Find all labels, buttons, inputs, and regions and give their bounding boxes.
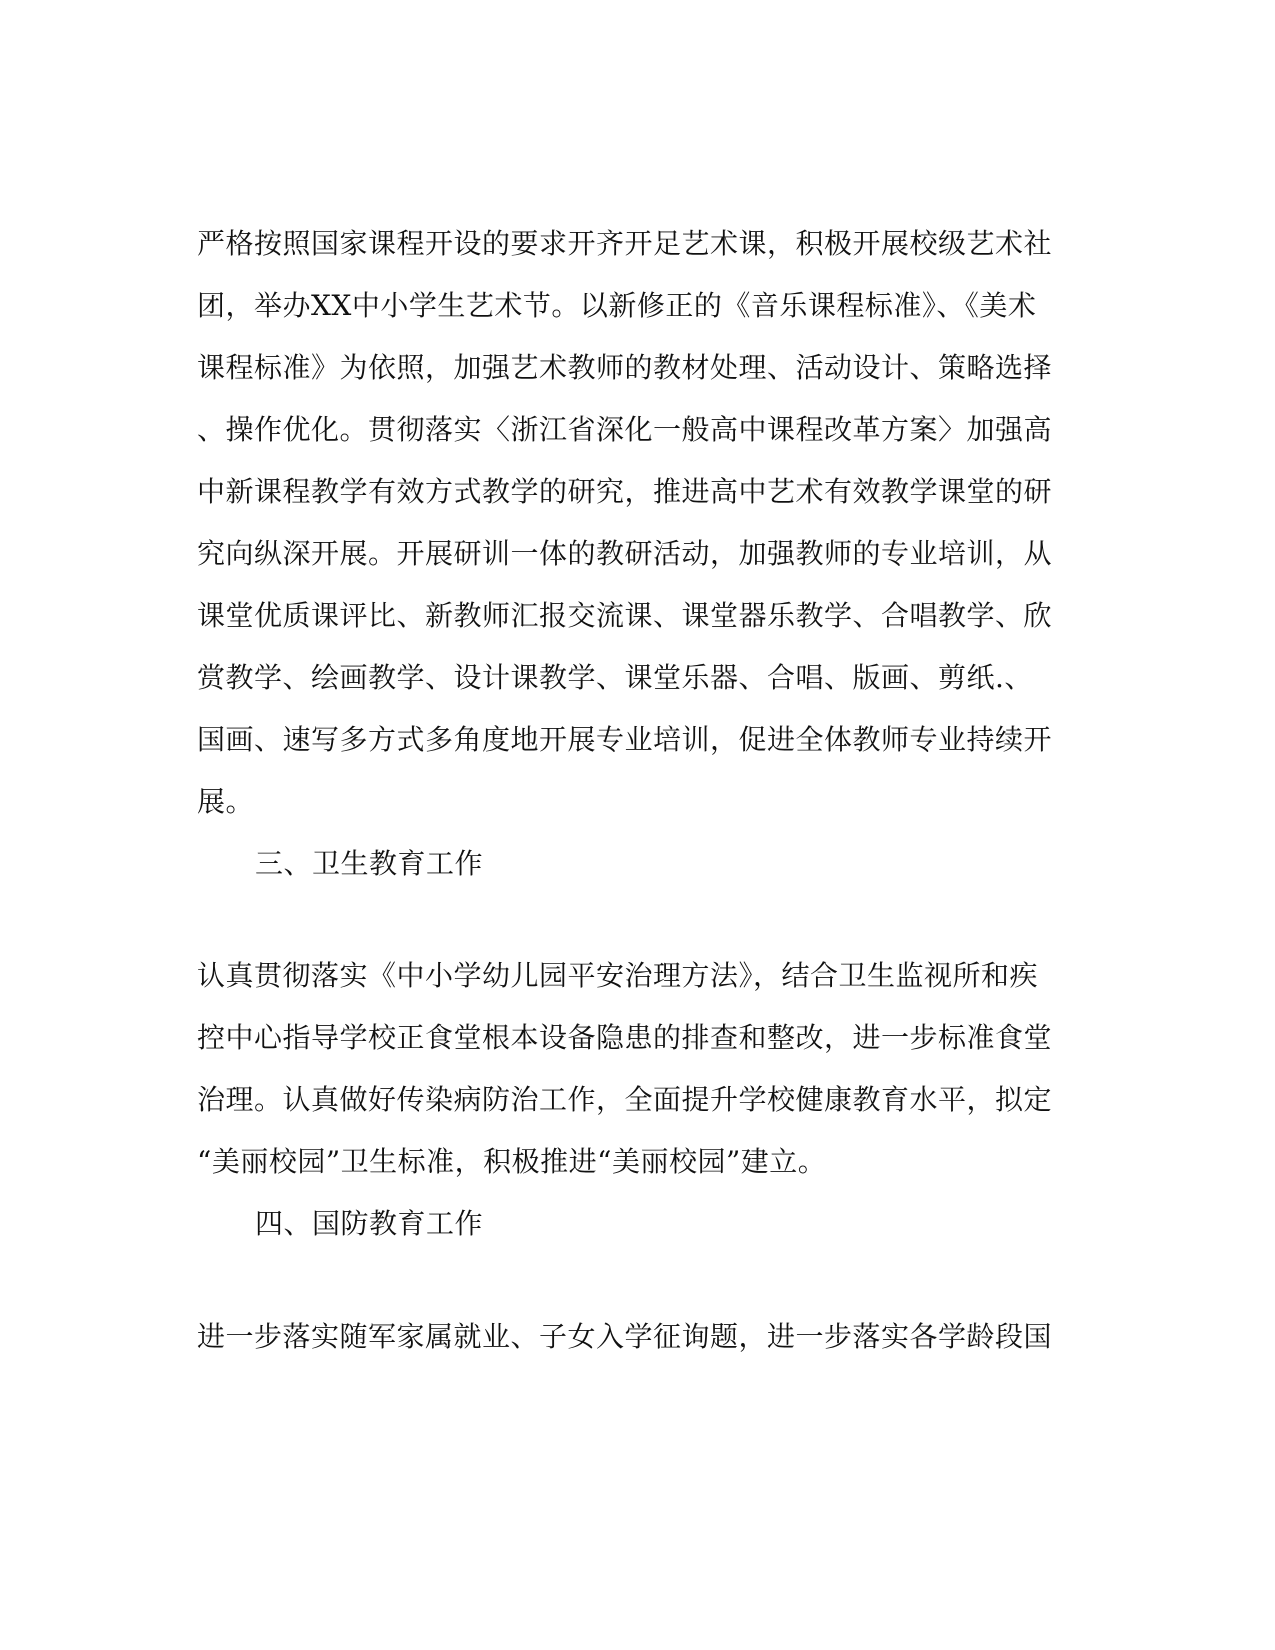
paragraph-line: 中新课程教学有效方式教学的研究，推进高中艺术有效教学课堂的研	[197, 475, 1053, 508]
paragraph-line: 国画、速写多方式多角度地开展专业培训，促进全体教师专业持续开	[197, 723, 1053, 756]
paragraph-line: 团，举办XX中小学生艺术节。以新修正的《音乐课程标准》、《美术	[197, 289, 1037, 322]
section-heading-health: 三、卫生教育工作	[255, 847, 484, 880]
paragraph-line: 课堂优质课评比、新教师汇报交流课、课堂器乐教学、合唱教学、欣	[197, 599, 1053, 632]
paragraph-line: 严格按照国家课程开设的要求开齐开足艺术课，积极开展校级艺术社	[197, 227, 1053, 260]
section-heading-defense: 四、国防教育工作	[255, 1207, 484, 1240]
paragraph-line: 究向纵深开展。开展研训一体的教研活动，加强教师的专业培训，从	[197, 537, 1053, 570]
paragraph-line: 赏教学、绘画教学、设计课教学、课堂乐器、合唱、版画、剪纸.、	[197, 661, 1033, 694]
paragraph-line: 治理。认真做好传染病防治工作，全面提升学校健康教育水平，拟定	[197, 1083, 1053, 1116]
paragraph-line: 进一步落实随军家属就业、子女入学征询题，进一步落实各学龄段国	[197, 1320, 1053, 1353]
paragraph-line: 、操作优化。贯彻落实〈浙江省深化一般高中课程改革方案〉加强高	[197, 413, 1053, 446]
paragraph-line: 控中心指导学校正食堂根本设备隐患的排查和整改，进一步标准食堂	[197, 1021, 1053, 1054]
paragraph-line: 展。	[197, 785, 255, 818]
paragraph-line: 认真贯彻落实《中小学幼儿园平安治理方法》，结合卫生监视所和疾	[197, 959, 1039, 992]
paragraph-line: 课程标准》为依照，加强艺术教师的教材处理、活动设计、策略选择	[197, 351, 1053, 384]
paragraph-line: “美丽校园”卫生标准，积极推进“美丽校园”建立。	[197, 1145, 827, 1178]
